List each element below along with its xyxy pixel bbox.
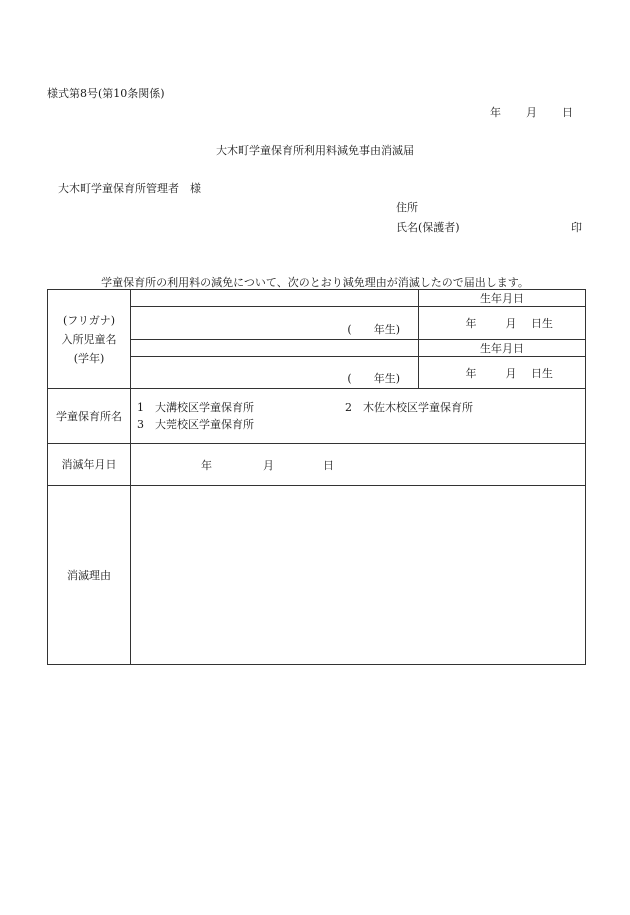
child1-birth-field[interactable] (419, 307, 586, 340)
submission-date (490, 104, 573, 120)
closure-reason-label: 消滅理由 (48, 486, 131, 665)
furigana-label: (フリガナ) (62, 313, 116, 327)
facility-option-1[interactable]: 1 大溝校区学童保育所 (137, 401, 254, 414)
facility-option-3[interactable]: 3 大莞校区学童保育所 (137, 418, 254, 431)
facility-option-2[interactable]: 2 木佐木校区学童保育所 (345, 401, 473, 414)
date-day-label: 日 (562, 106, 573, 119)
birth-month-label: 月 (505, 366, 517, 380)
child-name-label: 入所児童名 (61, 332, 117, 346)
child2-furigana-field[interactable] (131, 340, 419, 357)
closure-date-field[interactable] (131, 444, 586, 486)
closure-day-label: 日 (323, 458, 334, 472)
date-month-label: 月 (526, 106, 537, 119)
grade-label: (学年) (73, 351, 105, 365)
child1-birth-header: 生年月日 (419, 290, 586, 307)
facility-options[interactable] (131, 389, 586, 444)
closure-date-label: 消滅年月日 (48, 444, 131, 486)
form-number: 様式第8号(第10条関係) (47, 87, 165, 100)
child1-furigana-field[interactable] (131, 290, 419, 307)
closure-year-label: 年 (201, 458, 212, 472)
document-title: 大木町学童保育所利用料減免事由消滅届 (216, 144, 414, 157)
date-year-label: 年 (490, 106, 501, 119)
birth-month-label: 月 (505, 317, 517, 330)
birth-day-label: 日生 (531, 366, 553, 380)
closure-month-label: 月 (263, 458, 274, 472)
child-label-cell (48, 290, 131, 389)
child2-grade-field: ( 年生) (347, 372, 400, 385)
birth-year-label: 年 (465, 317, 477, 330)
guardian-name-label: 氏名(保護者) (396, 221, 460, 234)
addressee: 大木町学童保育所管理者 様 (58, 182, 201, 195)
child2-birth-header: 生年月日 (419, 340, 586, 357)
birth-year-label: 年 (465, 366, 477, 380)
child1-name-field[interactable] (131, 307, 419, 340)
child2-birth-field[interactable] (419, 357, 586, 389)
address-label: 住所 (396, 201, 418, 214)
statement: 学童保育所の利用料の減免について、次のとおり減免理由が消滅したので届出します。 (101, 276, 529, 289)
closure-reason-field[interactable] (131, 486, 586, 665)
facility-label: 学童保育所名 (48, 389, 131, 444)
child1-grade-field: ( 年生) (347, 323, 400, 336)
child2-name-field[interactable] (131, 357, 419, 389)
form-table (47, 289, 586, 665)
birth-day-label: 日生 (531, 317, 553, 330)
seal-mark: 印 (571, 221, 582, 234)
